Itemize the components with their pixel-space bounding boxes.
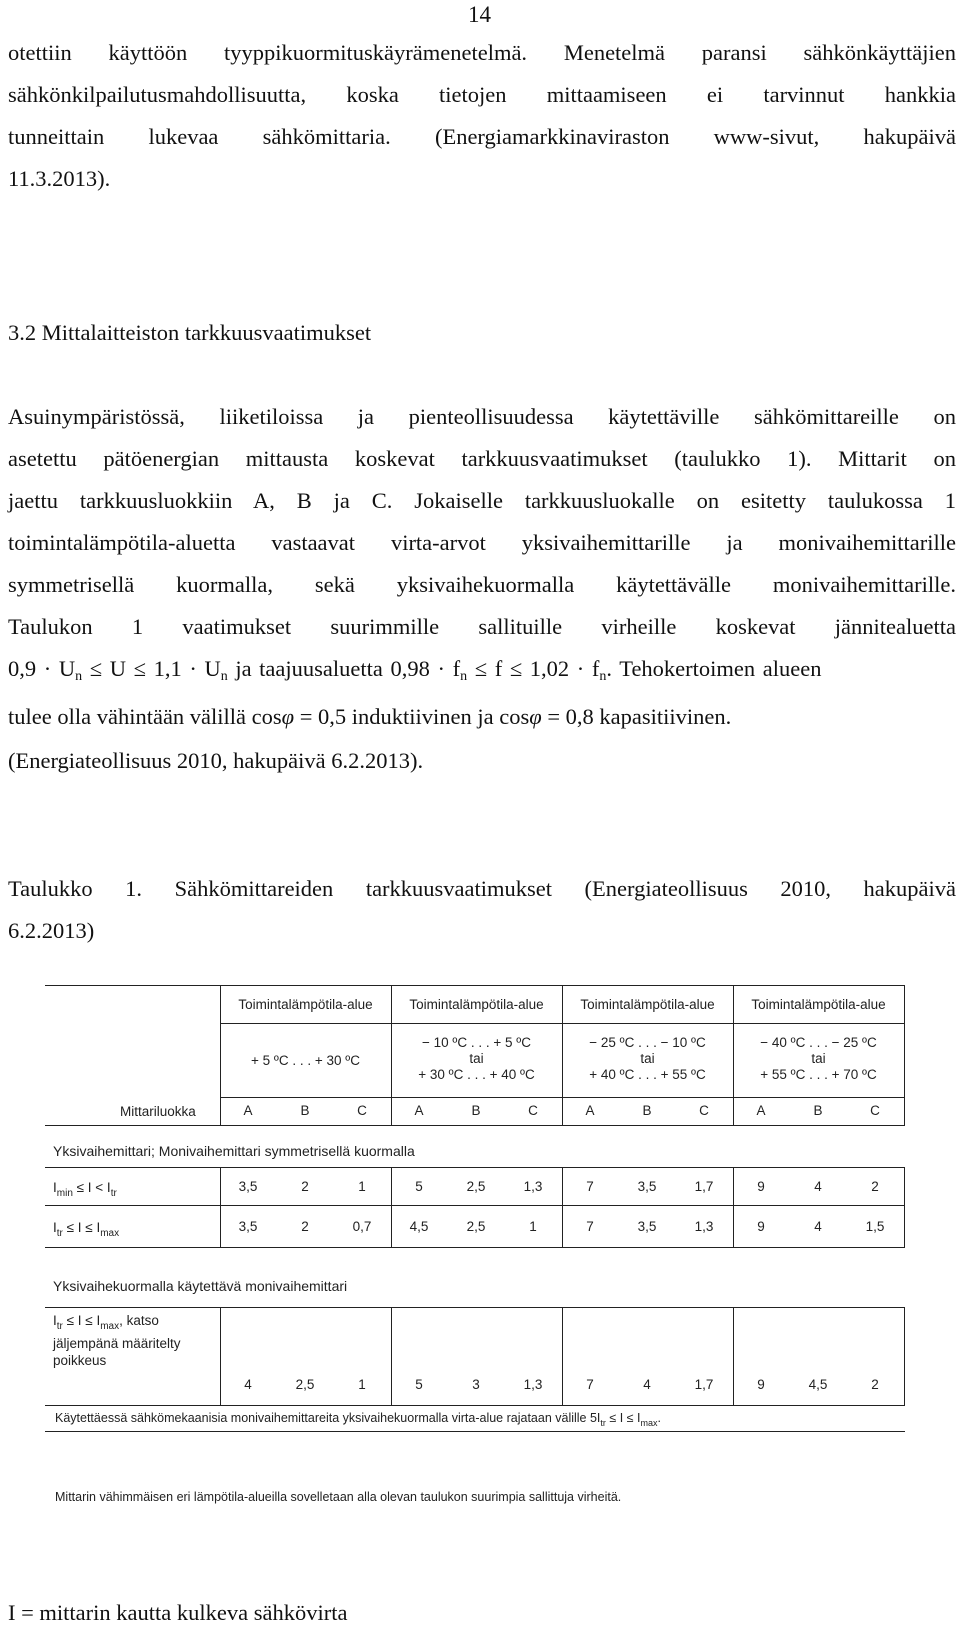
rule [904, 1307, 905, 1405]
value-cell: 1,7 [694, 1377, 714, 1392]
rule [391, 1307, 392, 1405]
table-note-2: Mittarin vähimmäisen eri lämpötila-alueilla sovelletaan alla olevan taulukon suurimpia sallittuja virheitä. [55, 1490, 622, 1504]
math-line: $0,9 \cdot U_n \le U \le 1,1 \cdot U_n$ ja taajuusaluetta $0,98 \cdot f_n \le f \le 1,02 \cdot f_n$. Tehokertoimen alueen [8, 656, 822, 684]
value-cell: 5 [415, 1179, 423, 1194]
value-cell: 3,5 [238, 1179, 258, 1194]
class-cell: B [471, 1103, 481, 1118]
rule [45, 1431, 905, 1432]
value-cell: 4 [244, 1377, 252, 1392]
body-line: symmetrisellä kuormalla, sekä yksivaihekuormalla käytettävälle monivaihemittarille. [8, 572, 956, 597]
value-cell: 7 [586, 1219, 594, 1234]
col-header: Toimintalämpötila-alue [580, 997, 715, 1012]
rule [733, 1307, 734, 1405]
rule [45, 1307, 905, 1308]
value-cell: 4 [643, 1377, 651, 1392]
value-cell: 2,5 [466, 1219, 486, 1234]
body-line: Taulukon 1 vaatimukset suurimmille sallituille virheille koskevat jännitealuetta [8, 614, 956, 639]
value-cell: 4,5 [808, 1377, 828, 1392]
intro-line: sähkönkilpailutusmahdollisuutta, koska tietojen mittaamiseen ei tarvinnut hankkia [8, 82, 956, 107]
page-number: 14 [468, 2, 491, 27]
col-header: Toimintalämpötila-alue [751, 997, 886, 1012]
rule [220, 1167, 221, 1247]
class-cell: B [813, 1103, 823, 1118]
value-cell: 1,3 [523, 1377, 543, 1392]
value-cell: 2 [301, 1179, 309, 1194]
value-cell: 3,5 [238, 1219, 258, 1234]
range-4: − 40 ºC . . . − 25 ºC tai + 55 ºC . . . + 70 ºC [760, 1035, 877, 1082]
cos-line: tulee olla vähintään välillä cosφ = 0,5 induktiivinen ja cosφ = 0,8 kapasitiivinen. [8, 704, 732, 729]
rule [45, 985, 905, 986]
value-cell: 3 [472, 1377, 480, 1392]
value-cell: 2 [871, 1377, 879, 1392]
value-cell: 2 [301, 1219, 309, 1234]
body-line: toimintalämpötila-aluetta vastaavat virta-arvot yksivaihemittarille ja monivaihemittarille [8, 530, 956, 555]
rule [904, 985, 905, 1125]
rule [45, 1205, 905, 1206]
section2-title: Yksivaihekuormalla käytettävä monivaihemittari [53, 1278, 348, 1294]
value-cell: 1 [358, 1377, 366, 1392]
intro-line: tunneittain lukevaa sähkömittaria. (Energiamarkkinaviraston www-sivut, hakupäivä [8, 124, 956, 149]
range-3: − 25 ºC . . . − 10 ºC tai + 40 ºC . . . + 55 ºC [589, 1035, 706, 1082]
rule [45, 1247, 905, 1248]
table-caption [8, 868, 956, 952]
rule [733, 1167, 734, 1247]
row1-label: $I_{min} \le I < I_{tr}$ [53, 1180, 117, 1199]
value-cell: 4 [814, 1219, 822, 1234]
rule [562, 1307, 563, 1405]
row3-label: $I_{tr} \le I \le I_{max}$, katso jäljempänä määritelty poikkeus [53, 1313, 181, 1368]
value-cell: 2,5 [466, 1179, 486, 1194]
rule [45, 1405, 905, 1406]
rule [220, 1307, 221, 1405]
range-2: − 10 ºC . . . + 5 ºC tai + 30 ºC . . . + 40 ºC [418, 1035, 535, 1082]
intro-paragraph [8, 32, 956, 200]
value-cell: 5 [415, 1377, 423, 1392]
accuracy-table [45, 985, 905, 1545]
caption-line: Taulukko 1. Sähkömittareiden tarkkuusvaatimukset (Energiateollisuus 2010, hakupäivä [8, 876, 956, 901]
value-cell: 1,3 [694, 1219, 714, 1234]
table-grid [45, 985, 905, 1545]
value-cell: 7 [586, 1377, 594, 1392]
class-row-label: Mittariluokka [120, 1104, 196, 1119]
rule [45, 1125, 905, 1126]
rule [45, 1167, 905, 1168]
value-cell: 2 [871, 1179, 879, 1194]
intro-line: 11.3.2013). [8, 166, 111, 191]
range-1: + 5 ºC . . . + 30 ºC [251, 1053, 360, 1068]
value-cell: 1,3 [523, 1179, 543, 1194]
value-cell: 4 [814, 1179, 822, 1194]
class-cell: C [870, 1103, 880, 1118]
rule [904, 1167, 905, 1247]
section1-title: Yksivaihemittari; Monivaihemittari symmetrisellä kuormalla [53, 1143, 415, 1159]
value-cell: 3,5 [637, 1219, 657, 1234]
rule [391, 1167, 392, 1247]
body-paragraph [8, 396, 956, 782]
caption-line: 6.2.2013) [8, 918, 95, 943]
class-cell: A [243, 1103, 253, 1118]
class-cell: A [414, 1103, 424, 1118]
body-line: Asuinympäristössä, liiketiloissa ja pienteollisuudessa käytettäville sähkömittareille on [8, 404, 956, 429]
class-cell: A [756, 1103, 766, 1118]
value-cell: 1 [358, 1179, 366, 1194]
table-note-1: Käytettäessä sähkömekaanisia monivaihemittareita yksivaihekuormalla virta-alue rajataan välille $5I_{tr} \le I \le I_{max}$. [55, 1411, 661, 1428]
rule [562, 1167, 563, 1247]
current-definition: I = mittarin kautta kulkeva sähkövirta [8, 1600, 348, 1625]
value-cell: 0,7 [352, 1219, 372, 1234]
col-header: Toimintalämpötila-alue [238, 997, 373, 1012]
value-cell: 3,5 [637, 1179, 657, 1194]
body-line: asetettu pätöenergian mittausta koskevat tarkkuusvaatimukset (taulukko 1). Mittarit on [8, 446, 956, 471]
intro-line: otettiin käyttöön tyyppikuormituskäyrämenetelmä. Menetelmä paransi sähkönkäyttäjien [8, 40, 956, 65]
value-cell: 4,5 [409, 1219, 429, 1234]
col-header: Toimintalämpötila-alue [409, 997, 544, 1012]
value-cell: 9 [757, 1377, 765, 1392]
class-cell: A [585, 1103, 595, 1118]
value-cell: 1 [529, 1219, 537, 1234]
class-cell: B [300, 1103, 310, 1118]
class-cell: C [528, 1103, 538, 1118]
row2-label: $I_{tr} \le I \le I_{max}$ [53, 1220, 120, 1239]
value-cell: 2,5 [295, 1377, 315, 1392]
reference: (Energiateollisuus 2010, hakupäivä 6.2.2013). [8, 748, 424, 773]
class-cell: C [357, 1103, 367, 1118]
class-cell: C [699, 1103, 709, 1118]
value-cell: 1,7 [694, 1179, 714, 1194]
body-line: jaettu tarkkuusluokkiin A, B ja C. Jokaiselle tarkkuusluokalle on esitetty taulukossa 1 [8, 488, 956, 513]
value-cell: 1,5 [865, 1219, 885, 1234]
value-cell: 7 [586, 1179, 594, 1194]
section-heading: 3.2 Mittalaitteiston tarkkuusvaatimukset [8, 320, 372, 345]
value-cell: 9 [757, 1179, 765, 1194]
value-cell: 9 [757, 1219, 765, 1234]
class-cell: B [642, 1103, 652, 1118]
